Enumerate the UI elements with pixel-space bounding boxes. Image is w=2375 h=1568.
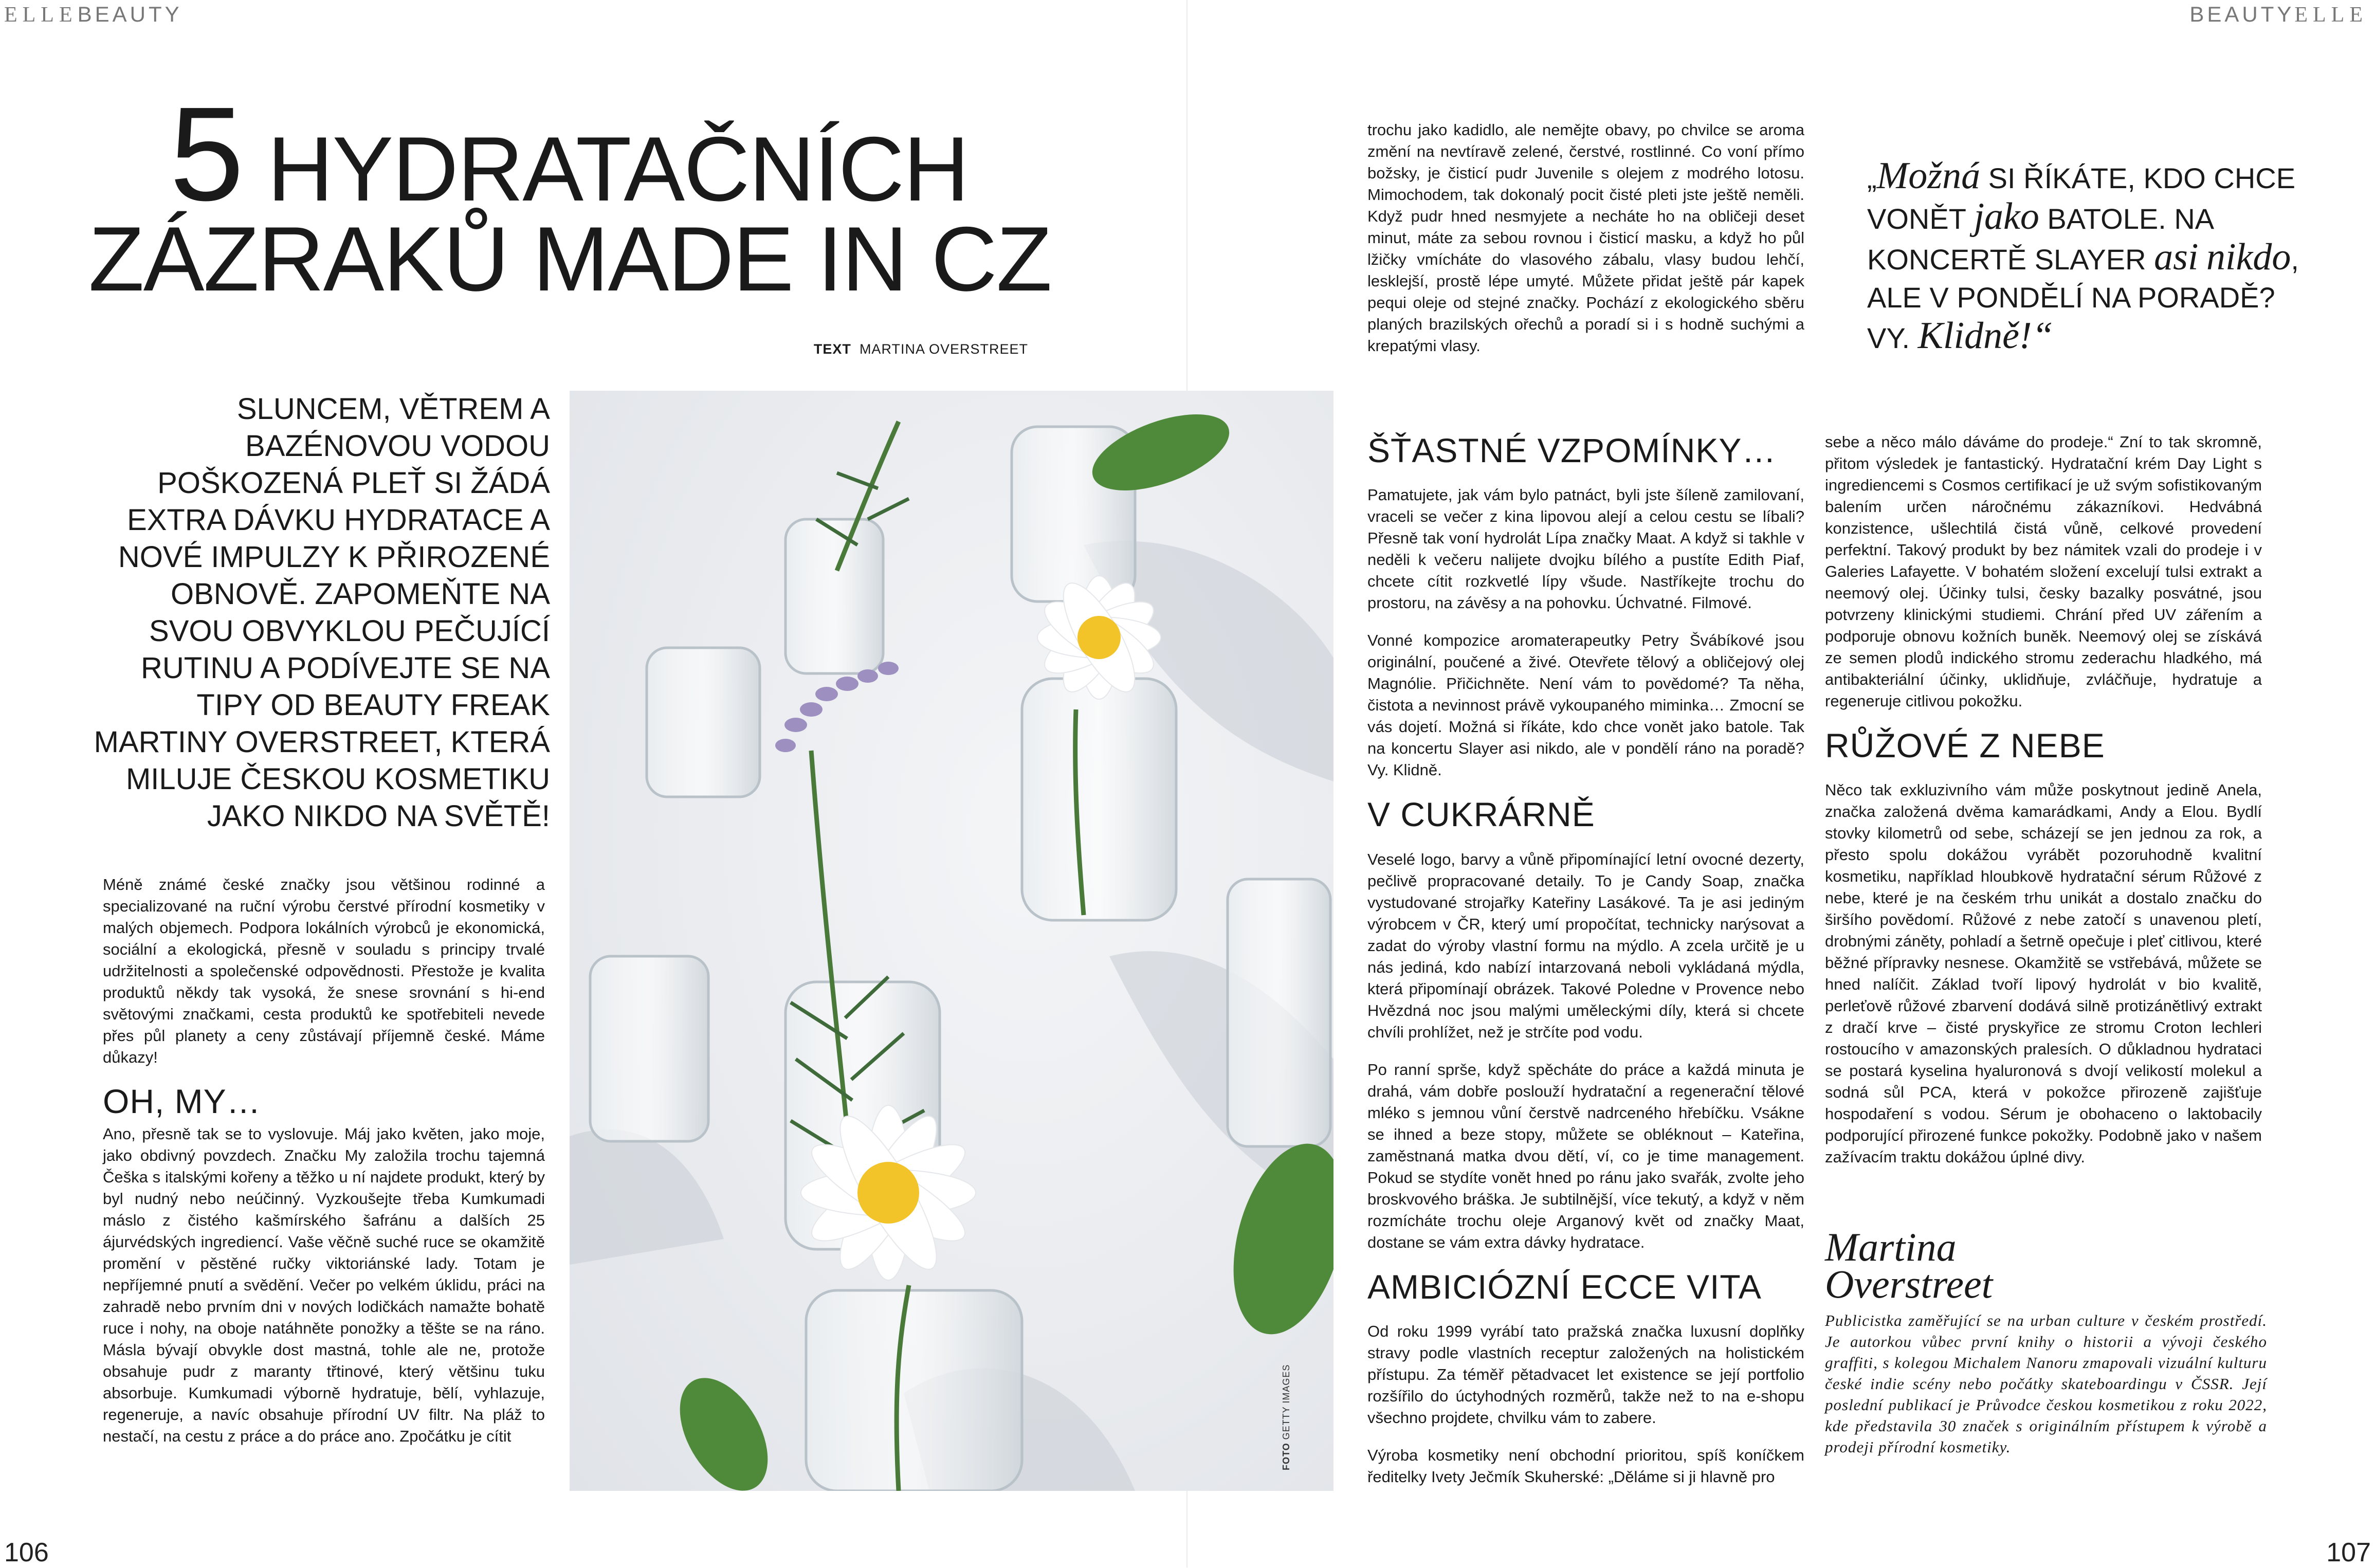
byline [814,341,1028,357]
elle-logo: ELLE [4,3,78,27]
author-bio: Publicistka zaměřující se na urban culture v českém prostředí. Je autorkou vůbec první knihy o historii a vývoji českého graffiti, s kolegou Michalem Nanoru zmapovali vizuální kulturu české indie scény nebo počátky skateboardingu v ČSSR. Její poslední publikací je Průvodce českou kosmetikou z roku 2022, kde představila 30 značek s originálním přístupem k výrobě a prodeji přírodní kosmetiky. [1825,1311,2267,1456]
column-4 [1825,415,2262,1184]
header-right [2189,2,2368,27]
photo-credit: FOTOGETTY IMAGES [1281,1364,1291,1470]
lead-paragraph: SLUNCEM, VĚTREM A BAZÉNOVOU VODOU POŠKOZENÁ PLEŤ SI ŽÁDÁ EXTRA DÁVKU HYDRATACE A NOVÉ IMPULZY K PŘIROZENÉ OBNOVĚ. ZAPOMEŇTE NA SVOU OBVYKLOU PEČUJÍCÍ RUTINU A PODÍVEJTE SE NA TIPY OD BEAUTY FREAK MARTINY OVERSTREET, KTERÁ MILUJE ČESKOU KOSMETIKU JAKO NIKDO NA SVĚTĚ! [94,392,550,833]
intro-paragraph: Méně známé české značky jsou většinou rodinné a specializované na ruční výrobu čerstvé přírodní kosmetiky v malých objemech. Podpora lokálních výrobců je ekonomická, sociální a ekologická, přesně v souladu s principy trvalé udržitelnosti a společenské odpovědnosti. Přestože je kvalita produktů někdy tak vysoká, že snese srovnání s hi-end světovými značkami, cesta produktů ke spotřebiteli nevede přes půl planety a ceny zůstávají příjemně české. Máme důkazy! [103,876,545,1066]
byline-author: MARTINA OVERSTREET [859,341,1028,357]
section-text: Veselé logo, barvy a vůně připomínající letní ovocné dezerty, pečlivě propracované detaily. To je Candy Soap, značka vystudované strojařky Kateřiny Lasákové. Ta je asi jediným výrobcem v ČR, který umí propočítat, technicky narýsovat a zadat do výroby vlastní formu na mýdlo. A zcela určitě je u nás jediná, kdo nabízí intarzovaná neboli vykládaná mýdla, která připomínají obrázek. Takové Poledne v Provence nebo Hvězdná noc jsou malými uměleckými díly, která si chcete chvíli prohlížet, než je strčíte pod vodu. [1367,850,1804,1041]
section-label: BEAUTY [2189,2,2295,26]
column-continuation: trochu jako kadidlo, ale nemějte obavy, po chvilce se aroma změní na nevtíravě zelené, čerstvé, rostlinné. Co voní přímo božsky, je čisticí pudr Juvenile s olejem z modrého lotosu. Mimochodem, tak dokonalý pocit čisté pleti jste ještě neměli. Když pudr hned nesmyjete a necháte ho na obličeji deset minut, máte za sebou rovnou i čisticí masku, a když ho půl lžičky vmícháte do vlasového zábalu, vlasy budou lehčí, lesklejší, prostě lépe umyté. Můžete přidat ještě pár kapek pequi oleje od stejné značky. Pochází z ekologického sběru planých brazilských ořechů a poradí si i s hodně suchými a krepatými vlasy. [1367,121,1804,355]
page-number-left: 106 [4,1538,49,1567]
flowers-photo [570,391,1333,1491]
column-3 [1367,433,1804,1504]
author-signature: Martina Overstreet [1825,1225,1993,1306]
flowers-illustration [570,391,1333,1491]
section-text: Po ranní sprše, když spěcháte do práce a každá minuta je drahá, vám dobře poslouží hydratační a regenerační tělové mléko s jemnou vůní čerstvě nadrceného hřebíčku. Vsákne se ihned a beze stopy, můžete se obléknout – Kateřina, zaměstnaná matka dvou dětí, ví, co je time management. Pokud se stydíte vonět hned po ránu jako svařák, zvolte jeho broskvového bráška. Je subtilnější, více tekutý, a když v něm rozmícháte trochu oleje Arganový květ od značky Maat, dostane se vám extra dávky hydratace. [1367,1060,1804,1251]
title-line-2: ZÁZRAKŮ MADE IN CZ [88,208,1051,310]
header-left [4,2,182,27]
title-number: 5 [170,80,241,229]
section-text: Něco tak exkluzivního vám může poskytnout jedině Anela, značka založená dvěma kamarádkami, Andy a Elou. Bydlí stovky kilometrů od sebe, scházejí se jen jednou za rok, a přesto spolu dokážou vyrábět pozoruhodně kvalitní kosmetiku, například hloubkově hydratační sérum Růžové z nebe, které je na českém trhu unikát a dostalo značku do širšího povědomí. Růžové z nebe zatočí s unavenou pletí, drobnými záněty, pohladí a šetrně opečuje i pleť citlivou, které běžné přípravky nesnese. Okamžitě se vstřebává, můžete se hned nalíčit. Základ tvoří lipový hydrolát v bio kvalitě, perleťově růžové zbarvení dodává silně protizánětlivý extrakt z dračí krve – čisté pryskyřice ze stromu Croton lechleri rostoucího v amazonských pralesích. O důkladnou hydrataci se postará kyselina hyaluronová s dvojí velikostí molekul a sodná sůl PCA, která v pokožce přirozeně zajišťuje hospodaření s vodou. Sérum je obohaceno o laktobacily podporující přirozené funkce pokožky. Podobně jako v našem zažívacím traktu dokážou úplné divy. [1825,781,2262,1166]
section-text: Pamatujete, jak vám bylo patnáct, byli jste šíleně zamilovaní, vraceli se večer z kina lipovou alejí a celou cestu se líbali? Přesně tak voní hydrolát Lípa značky Maat. A když si takhle v neděli k večeru nalijete dvojku bílého a pustíte Edith Piaf, chcete cítit rozkvetlé lípy všude. Nastříkejte trochu do prostoru, na závěsy a na pohovku. Úchvatné. Filmové. [1367,486,1804,612]
section-heading-ruzove: RŮŽOVÉ Z NEBE [1825,726,2105,764]
section-heading-stastne: ŠŤASTNÉ VZPOMÍNKY… [1367,431,1777,469]
page-number-right: 107 [2326,1538,2371,1567]
byline-label: TEXT [813,341,851,357]
section-oh-my [103,1084,545,1463]
section-heading: OH, MY… [103,1082,261,1120]
section-heading-ambiciozni: AMBICIÓZNÍ ECCE VITA [1367,1267,1762,1306]
section-heading-cukrarne: V CUKRÁRNĚ [1367,795,1595,834]
section-text: Výroba kosmetiky není obchodní prioritou, spíš koníčkem ředitelky Ivety Ječmík Skuherské: „Děláme si ji hlavně pro [1367,1446,1804,1486]
section-text: Od roku 1999 vyrábí tato pražská značka luxusní doplňky stravy podle vlastních receptur založených na holistickém přístupu. Za téměř pětadvacet let existence se její portfolio rozšířilo do úctyhodných rozměrů, takže než to na e-shopu všechno projdete, chvilku vám to zabere. [1367,1322,1804,1427]
section-text: Ano, přesně tak se to vyslovuje. Máj jako květen, jako moje, jako obdivný povzdech. Značku My založila trochu tajemná Češka s italskými kořeny a těžko u ní najdete produkt, který by byl nudný nebo neúčinný. Vyzkoušejte třeba Kumkumadi máslo z čistého kašmírského šafránu a dalších 25 ájurvédských ingrediencí. Vaše věčně suché ruce se okamžitě promění v pěstěné ručky viktoriánské lady. Totam je nepříjemné pnutí a svědění. Večer po velkém úklidu, práci na zahradě nebo prvním dni v nových lodičkách namažte bohatě ruce i nohy, na oboje natáhněte ponožky a těšte se na ráno. Másla bývají obvykle dost mastná, tohle ale ne, protože obsahuje pudr z maranty třtinové, který většinu tuku absorbuje. Kumkumadi výborně hydratuje, bělí, vyhlazuje, regeneruje, a navíc obsahuje přírodní UV filtr. Na pláž to nestačí, na cestu z práce a do práce ano. Zpočátku je cítit [103,1125,545,1446]
elle-logo: ELLE [2294,3,2368,27]
section-label: BEAUTY [77,2,182,26]
section-text: Vonné kompozice aromaterapeutky Petry Švábíkové jsou originální, poučené a živé. Otevřete tělový a obličejový olej Magnólie. Přičichněte. Není vám to povědomé? Ta něha, čistota a nevinnost právě vykoupaného miminka… Zmocní se vás dojetí. Možná si říkáte, kdo chce vonět jako batole. Tak na koncertu Slayer asi nikdo, ale v pondělí ráno na poradě? Vy. Klidně. [1367,631,1804,779]
section-text: sebe a něco málo dáváme do prodeje.“ Zní to tak skromně, přitom výsledek je fantastický. Hydratační krém Day Light s ingrediencemi s Cosmos certifikací je už svým sofistikovaným balením určen náročnému zákazníkovi. Hedvábná konzistence, ušlechtilá čistá vůně, celkové provedení perfektní. Takový produkt by bez námitek vzali do prodeje i v Galeries Lafayette. V bohatém složení excelují tulsi extrakt a neemový olej. Účinky tulsi, česky bazalky posvátné, jsou potvrzeny klinickými studiemi. Chrání před UV zářením a podporuje obnovu kožních buněk. Neemový olej se získává ze semen plodů indického stromu zederachu hladkého, má antibakteriální účinky, uklidňuje, zvláčňuje, hydratuje a regeneruje citlivou pokožku. [1825,433,2262,710]
title-line-1: HYDRATAČNÍCH [267,118,969,220]
pull-quote: „Možná SI ŘÍKÁTE, KDO CHCE VONĚT jako BATOLE. NA KONCERTĚ SLAYER asi nikdo, ALE V PONDĚLÍ NA PORADĚ? VY. Klidně!“ [1867,155,2299,357]
